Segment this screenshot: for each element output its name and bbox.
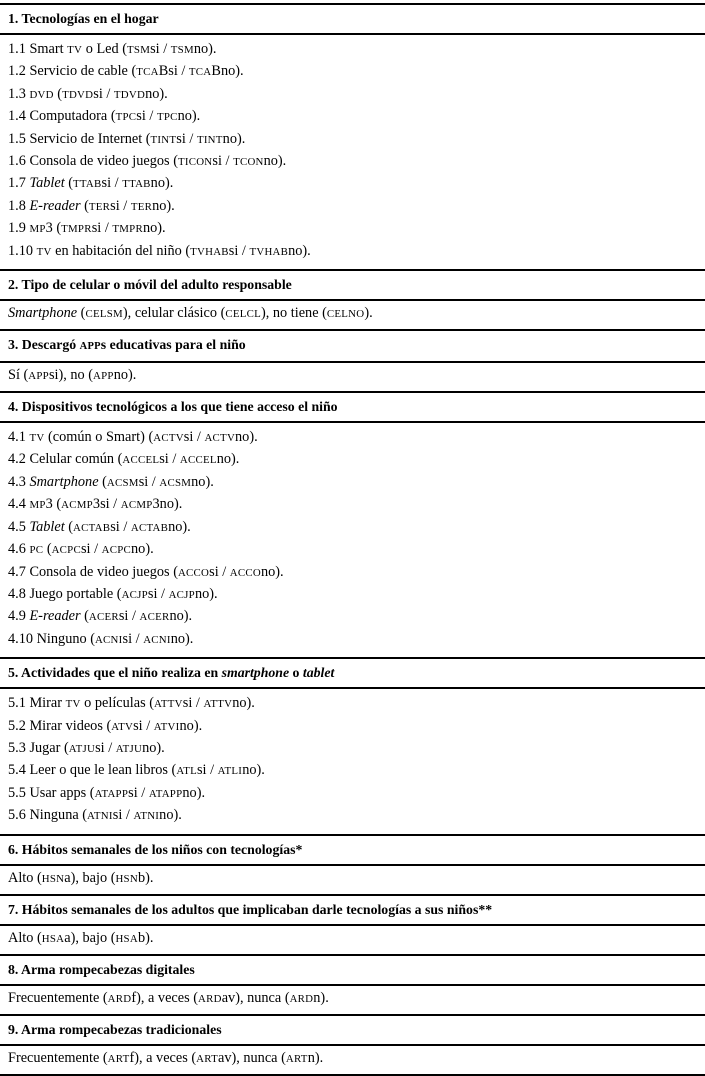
table-row (8, 606, 697, 628)
table-row (8, 427, 697, 449)
text-segment: no). (131, 541, 154, 558)
text-segment: 4.4 (8, 496, 30, 513)
text-segment: no). (191, 473, 214, 490)
italic-term: E-reader (29, 197, 81, 214)
text-segment: 1.7 (8, 175, 30, 192)
italic-term: smartphone (221, 665, 290, 681)
variable-code: ACMP (120, 499, 153, 512)
table-row (8, 241, 697, 263)
text-segment: no). (194, 585, 218, 602)
italic-term: Smartphone (8, 305, 78, 322)
text-segment: no). (288, 242, 311, 259)
text-segment: 4.2 Celular común ( (8, 451, 123, 468)
text-segment: 1.10 (8, 242, 37, 259)
text-segment: si / (209, 563, 230, 580)
text-segment: 4.3 (8, 473, 30, 490)
variable-code: APP (93, 370, 114, 383)
variable-code: ATJU (68, 742, 96, 755)
text-segment: 5.5 Usar apps ( (8, 784, 95, 801)
variable-code: ATL (176, 765, 197, 778)
text-segment: si / (147, 585, 169, 602)
text-segment: 3 ( (45, 220, 62, 237)
text-segment: Alto ( (8, 929, 42, 946)
text-segment: no). (179, 717, 203, 734)
variable-code: TSM (127, 44, 151, 56)
italic-term: E-reader (29, 608, 81, 625)
text-segment: si / (93, 85, 114, 102)
variable-code: PC (29, 544, 44, 557)
table-row (8, 539, 697, 561)
text-segment: no). (222, 130, 246, 147)
variable-code: TCON (233, 156, 264, 169)
table-row (8, 61, 697, 83)
section-content (0, 986, 705, 1014)
variable-code: ACTAB (73, 521, 111, 534)
text-segment: no). (168, 518, 191, 535)
text-segment: 5.3 Jugar ( (8, 739, 69, 756)
text-segment: ( (98, 473, 107, 490)
variable-code: TINT (150, 133, 177, 146)
variable-code: TER (88, 200, 111, 213)
variable-code: APP (79, 341, 101, 353)
variable-code: CELNO (326, 308, 365, 321)
text-segment: no). (145, 85, 168, 102)
text-segment: 7. Hábitos semanales de los adultos que implicaban darle tecnologías a sus niños** (8, 901, 493, 917)
table-row (8, 517, 697, 539)
text-segment: no). (113, 367, 137, 384)
section-header (0, 836, 705, 864)
section-header (0, 5, 705, 33)
table-row (8, 1050, 697, 1068)
text-segment: f), a veces ( (131, 989, 199, 1006)
text-segment: si / (112, 807, 134, 824)
text-segment: ), celular clásico ( (122, 305, 226, 322)
text-segment: 1.9 (8, 220, 30, 237)
text-segment: ( (80, 197, 89, 214)
table-row (8, 716, 697, 738)
variable-code: HSN (115, 872, 138, 885)
variable-code: ACCEL (122, 454, 160, 467)
text-segment: si / (150, 41, 171, 57)
text-segment: 3 ( (45, 496, 62, 513)
variable-code: TMPR (112, 223, 143, 236)
variable-code: ACTAB (130, 521, 169, 534)
text-segment: si), no ( (48, 367, 94, 384)
text-segment: ( (43, 541, 52, 558)
text-segment: (común o Smart) ( (44, 429, 154, 446)
variable-code: ATAPP (148, 787, 183, 800)
variable-code: ACPC (51, 544, 81, 557)
table-row (8, 39, 697, 61)
variable-code: ACSM (106, 476, 139, 489)
variable-code: TER (130, 200, 153, 213)
variable-code: HSA (115, 932, 138, 945)
variable-code: ART (107, 1052, 130, 1065)
variable-code: TVHAB (190, 245, 229, 258)
section-header (0, 659, 705, 687)
text-segment: ( (80, 608, 89, 625)
text-segment: 3si / (92, 496, 121, 513)
text-segment: ), no tiene ( (260, 305, 327, 322)
section-header (0, 896, 705, 924)
variable-code: ARD (289, 992, 314, 1005)
section-content (0, 35, 705, 269)
variable-code: TCA (136, 66, 159, 79)
text-segment: av), nunca ( (217, 1049, 286, 1066)
text-segment: si / (110, 518, 131, 535)
variable-code: ATTV (203, 698, 233, 711)
text-segment: Bsi / (158, 63, 189, 80)
variable-code: ATTV (154, 698, 183, 711)
text-segment: 6. Hábitos semanales de los niños con tecnologías* (8, 841, 303, 857)
section-header (0, 1016, 705, 1044)
text-segment: si / (91, 220, 113, 237)
variable-code: ATNI (87, 810, 113, 823)
variable-code: ATAPP (94, 787, 129, 800)
text-segment: no). (169, 608, 193, 625)
table-row (8, 196, 697, 218)
table-row (8, 218, 697, 240)
text-segment: o (289, 665, 303, 681)
table-row (8, 930, 697, 948)
variable-code: MP (29, 223, 46, 236)
text-segment: si / (138, 473, 160, 490)
variable-code: ATV (111, 720, 134, 733)
text-segment: 2. Tipo de celular o móvil del adulto responsable (8, 277, 292, 293)
section-content (0, 1046, 705, 1074)
text-segment: no). (142, 739, 165, 756)
variable-code: ACSM (159, 476, 192, 489)
variable-code: TDVD (62, 88, 94, 101)
text-segment: Bno). (211, 63, 244, 80)
text-segment: 1.8 (8, 197, 30, 214)
text-segment: no). (159, 807, 182, 824)
variable-code: TV (36, 245, 52, 258)
variable-code: TSM (170, 44, 194, 56)
text-segment: si / (228, 242, 250, 259)
text-segment: 8. Arma rompecabezas digitales (8, 961, 195, 977)
text-segment: 5.2 Mirar videos ( (8, 717, 112, 734)
text-segment: ( (53, 85, 63, 102)
text-segment: si / (118, 608, 140, 625)
text-segment: 5. Actividades que el niño realiza en (8, 665, 222, 681)
variable-code: ACJP (121, 588, 148, 601)
text-segment: si / (128, 784, 149, 801)
table-row (8, 629, 697, 651)
text-segment: 1.6 Consola de video juegos ( (8, 153, 178, 170)
text-segment: en habitación del niño ( (51, 242, 191, 259)
text-segment: si / (196, 762, 218, 779)
text-segment: n). (307, 1049, 324, 1066)
variable-code: ARD (107, 992, 132, 1005)
variable-code: ACER (88, 611, 119, 624)
variable-code: ARD (198, 992, 222, 1005)
variable-code: HSA (41, 932, 65, 945)
text-segment: ( (64, 518, 74, 535)
text-segment: si / (159, 451, 180, 468)
italic-term: Smartphone (29, 473, 99, 490)
text-segment: Alto ( (8, 869, 42, 886)
variable-code: TV (65, 698, 81, 711)
text-segment: 1.4 Computadora ( (8, 108, 116, 125)
table-row (8, 584, 697, 606)
text-segment: av), nunca ( (221, 989, 290, 1006)
text-segment: no). (177, 108, 201, 125)
text-segment: no). (263, 153, 287, 170)
text-segment: si / (212, 153, 234, 170)
text-segment: no). (216, 451, 240, 468)
text-segment: o películas ( (80, 695, 155, 712)
text-segment: 5.1 Mirar (8, 695, 66, 712)
text-segment: 1.1 Smart (8, 41, 68, 57)
text-segment: 1.3 (8, 85, 30, 102)
table-row (8, 990, 697, 1008)
variable-code: TTAB (122, 178, 151, 191)
text-segment: b). (137, 929, 154, 946)
text-segment: si / (182, 695, 204, 712)
variable-code: ART (196, 1052, 218, 1065)
variable-code: TV (67, 44, 83, 56)
text-segment: ( (64, 175, 74, 192)
variable-code: TDVD (113, 88, 146, 101)
variable-code: DVD (29, 88, 54, 101)
italic-term: tablet (302, 665, 335, 681)
table-row (8, 693, 697, 715)
text-segment: o Led ( (82, 41, 128, 57)
text-segment: no). (235, 429, 258, 446)
text-segment: 1.2 Servicio de cable ( (8, 63, 137, 80)
italic-term: Tablet (29, 518, 65, 535)
section-content (0, 866, 705, 894)
text-segment: 4.1 (8, 429, 30, 446)
table-row (8, 151, 697, 173)
table-row (8, 106, 697, 128)
text-segment: si / (136, 108, 157, 125)
text-segment: ). (364, 305, 373, 322)
section-content (0, 301, 705, 329)
variable-code: ACTV (204, 432, 236, 445)
text-segment: 5.4 Leer o que le lean libros ( (8, 762, 177, 779)
variable-code: TCA (188, 66, 212, 79)
text-segment: ( (77, 305, 86, 322)
text-segment: 4.9 (8, 608, 30, 625)
text-segment: Sí ( (8, 367, 29, 384)
section-header (0, 956, 705, 984)
variable-code: ACER (139, 611, 170, 624)
table-row (8, 783, 697, 805)
text-segment: 4. Dispositivos tecnológicos a los que tiene acceso el niño (8, 399, 338, 415)
text-segment: no). (232, 695, 255, 712)
table-row (8, 449, 697, 471)
text-segment: si / (95, 739, 116, 756)
text-segment: s educativas para el niño (100, 337, 246, 353)
text-segment: no). (170, 630, 194, 647)
text-segment: no). (150, 175, 174, 192)
text-segment: a), bajo ( (64, 929, 116, 946)
variable-code: ATJU (115, 742, 143, 755)
variable-code: CELSM (85, 308, 123, 321)
section-content (0, 423, 705, 657)
variable-code: TICON (177, 156, 213, 169)
table-row (8, 305, 697, 323)
text-segment: si / (122, 630, 144, 647)
section-content (0, 689, 705, 833)
text-segment: no). (152, 197, 175, 214)
text-segment: f), a veces ( (129, 1049, 197, 1066)
text-segment: 4.5 (8, 518, 30, 535)
table-row (8, 129, 697, 151)
text-segment: 9. Arma rompecabezas tradicionales (8, 1021, 222, 1037)
section-header (0, 271, 705, 299)
table-row (8, 870, 697, 888)
text-segment: Frecuentemente ( (8, 1049, 108, 1066)
table-row (8, 805, 697, 827)
text-segment: 4.10 Ninguno ( (8, 630, 95, 647)
text-segment: 1. Tecnologías en el hogar (8, 11, 159, 26)
table-row (8, 738, 697, 760)
variable-code: TINT (196, 133, 223, 146)
text-segment: b). (137, 869, 154, 886)
table-row (8, 760, 697, 782)
variable-code: HSN (41, 872, 65, 885)
variable-code: TPC (156, 111, 178, 124)
variable-code: ATVI (153, 720, 180, 733)
text-segment: si / (183, 429, 205, 446)
table-row (8, 472, 697, 494)
variable-code: TPC (115, 111, 137, 124)
variable-code: ACPC (101, 544, 132, 557)
variable-code: ACTV (153, 432, 184, 445)
variable-code: ACCO (177, 566, 210, 579)
variable-code: TTAB (73, 178, 102, 191)
text-segment: a), bajo ( (64, 869, 116, 886)
text-segment: 4.8 Juego portable ( (8, 585, 122, 602)
section-header (0, 331, 705, 361)
table-row (8, 367, 697, 385)
text-segment: no). (242, 762, 265, 779)
variable-code: ATLI (217, 765, 243, 778)
section-header (0, 393, 705, 421)
text-segment: si / (176, 130, 197, 147)
text-segment: no). (193, 41, 217, 57)
text-segment: 3no). (152, 496, 183, 513)
variable-code: APP (28, 370, 49, 383)
text-segment: no). (182, 784, 206, 801)
text-segment: si / (101, 175, 123, 192)
text-segment: n). (313, 989, 329, 1006)
text-segment: si / (133, 717, 154, 734)
section-content (0, 363, 705, 391)
variable-code: ACCEL (179, 454, 217, 467)
variable-code: ACNI (94, 633, 123, 646)
text-segment: Frecuentemente ( (8, 989, 108, 1006)
table-row (8, 494, 697, 516)
variable-code: TMPR (61, 223, 92, 236)
variable-code: TVHAB (249, 245, 289, 258)
text-segment: no). (260, 563, 284, 580)
text-segment: 3. Descargó (8, 337, 80, 353)
text-segment: si / (80, 541, 102, 558)
variable-code: ACJP (168, 588, 195, 601)
table-row (8, 562, 697, 584)
text-segment: 4.6 (8, 541, 30, 558)
text-segment: 5.6 Ninguna ( (8, 807, 88, 824)
variable-code: MP (29, 499, 46, 512)
text-segment: si / (110, 197, 131, 214)
variable-code: CELCL (225, 308, 261, 321)
italic-term: Tablet (29, 175, 65, 192)
section-content (0, 926, 705, 954)
horizontal-rule (0, 1074, 705, 1076)
table-row (8, 173, 697, 195)
variable-code: TV (29, 432, 45, 445)
text-segment: no). (142, 220, 166, 237)
text-segment: 1.5 Servicio de Internet ( (8, 130, 151, 147)
text-segment: 4.7 Consola de video juegos ( (8, 563, 178, 580)
variable-code: ACMP (61, 499, 93, 512)
variable-code: ATNI (133, 810, 160, 823)
variable-code: ART (285, 1052, 308, 1065)
table-row (8, 84, 697, 106)
variable-code: ACNI (143, 633, 171, 646)
variable-code: ACCO (229, 566, 261, 579)
